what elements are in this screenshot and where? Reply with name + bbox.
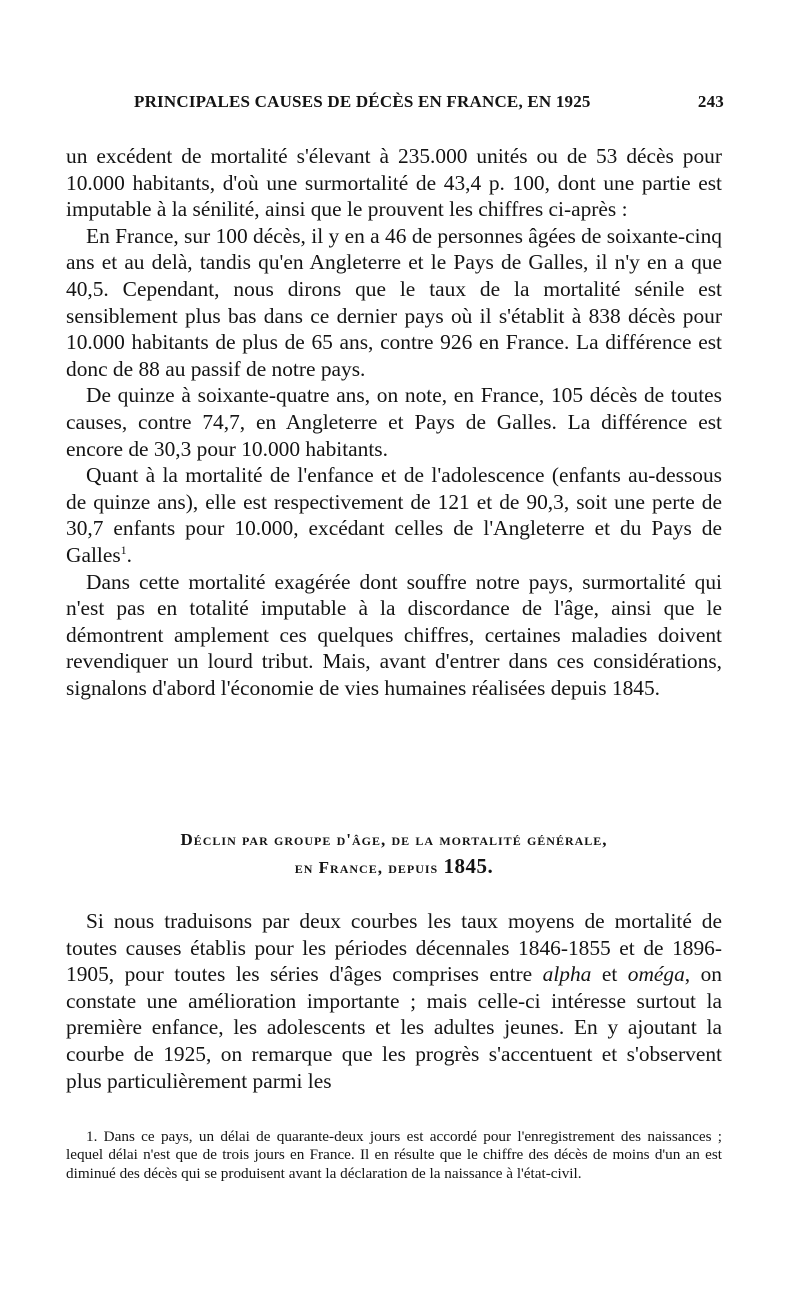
paragraph: De quinze à soixante-quatre ans, on note, en France, 105 décès de toutes causes, contre 74,7, en Angleterre et Pays de Galles. La différence est encore de 30,3 pour 10.000 habitants. [66, 383, 722, 461]
section-heading-line-2 [66, 853, 722, 881]
paragraph: En France, sur 100 décès, il y en a 46 de personnes âgées de soixante-cinq ans et au delà, tandis qu'en Angleterre et le Pays de Galles, il n'y en a que 40,5. Cependant, nous dirons que le taux de la mortalité sénile est sensiblement plus bas dans ce dernier pays où il s'établit à 838 décès pour 10.000 habitants de plus de 65 ans, contre 926 en France. La différence est donc de 88 au passif de notre pays. [66, 223, 722, 381]
paragraph-text: Quant à la mortalité de l'enfance et de l'adolescence (enfants au-dessous de quinze ans), elle est respectivement de 121 et de 90,3, soit une perte de 30,7 enfants pour 10.000, excédant celles de l'Angleterre et du Pays de Galles [66, 463, 722, 567]
paragraph [66, 908, 722, 1094]
section-heading-prefix: en France, depuis [294, 858, 439, 877]
paragraph-text-part-1: Si nous traduisons par deux courbes les taux moyens de mortalité de toutes causes établis pour les périodes décennales 1846-1855 et de 1896-1905, pour toutes les séries d'âges comprises entre [66, 909, 722, 987]
paragraph-text-part-2: et [601, 962, 618, 987]
section-heading-year: 1845. [443, 854, 494, 878]
paragraph-end-punctuation: . [126, 542, 133, 567]
paragraph [66, 462, 722, 568]
page-number: 243 [697, 92, 724, 111]
paragraph: un excédent de mortalité s'élevant à 235.000 unités ou de 53 décès pour 10.000 habitants, d'où une surmortalité de 43,4 p. 100, dont une partie est imputable à la sénilité, ainsi que le prouvent les chiffres ci-après : [66, 144, 722, 222]
paragraph-text-part-3: , on constate une amélioration importante ; mais celle-ci intéresse surtout la première enfance, les adolescents et les adultes jeunes. En y ajoutant la courbe de 1925, on remarque que les progrès s'accentuent et s'observent plus particulièrement parmi les [66, 962, 722, 1093]
running-title: PRINCIPALES CAUSES DE DÉCÈS EN FRANCE, EN 1925 [134, 92, 591, 111]
section-heading-line-1: Déclin par groupe d'âge, de la mortalité générale, [180, 830, 608, 849]
italic-term-omega: oméga [627, 962, 685, 987]
paragraph: Dans cette mortalité exagérée dont souffre notre pays, surmortalité qui n'est pas en totalité imputable à la discordance de l'âge, ainsi que le démontrent amplement ces quelques chiffres, certaines maladies doivent revendiquer un lourd tribut. Mais, avant d'entrer dans ces considérations, signalons d'abord l'économie de vies humaines réalisées depuis 1845. [66, 569, 722, 700]
footnote-reference: 1 [120, 542, 127, 557]
main-text [66, 143, 722, 701]
section-heading [66, 826, 722, 881]
italic-term-alpha: alpha [542, 962, 592, 987]
running-head [66, 92, 724, 122]
footnote: 1. Dans ce pays, un délai de quarante-deux jours est accordé pour l'enregistrement des naissances ; lequel délai n'est que de trois jours en France. Il en résulte que le chiffre des décès de moins d'un an est diminué des décès qui se produisent avant la déclaration de la naissance à l'état-civil. [66, 1128, 722, 1182]
section-text [66, 908, 722, 1094]
